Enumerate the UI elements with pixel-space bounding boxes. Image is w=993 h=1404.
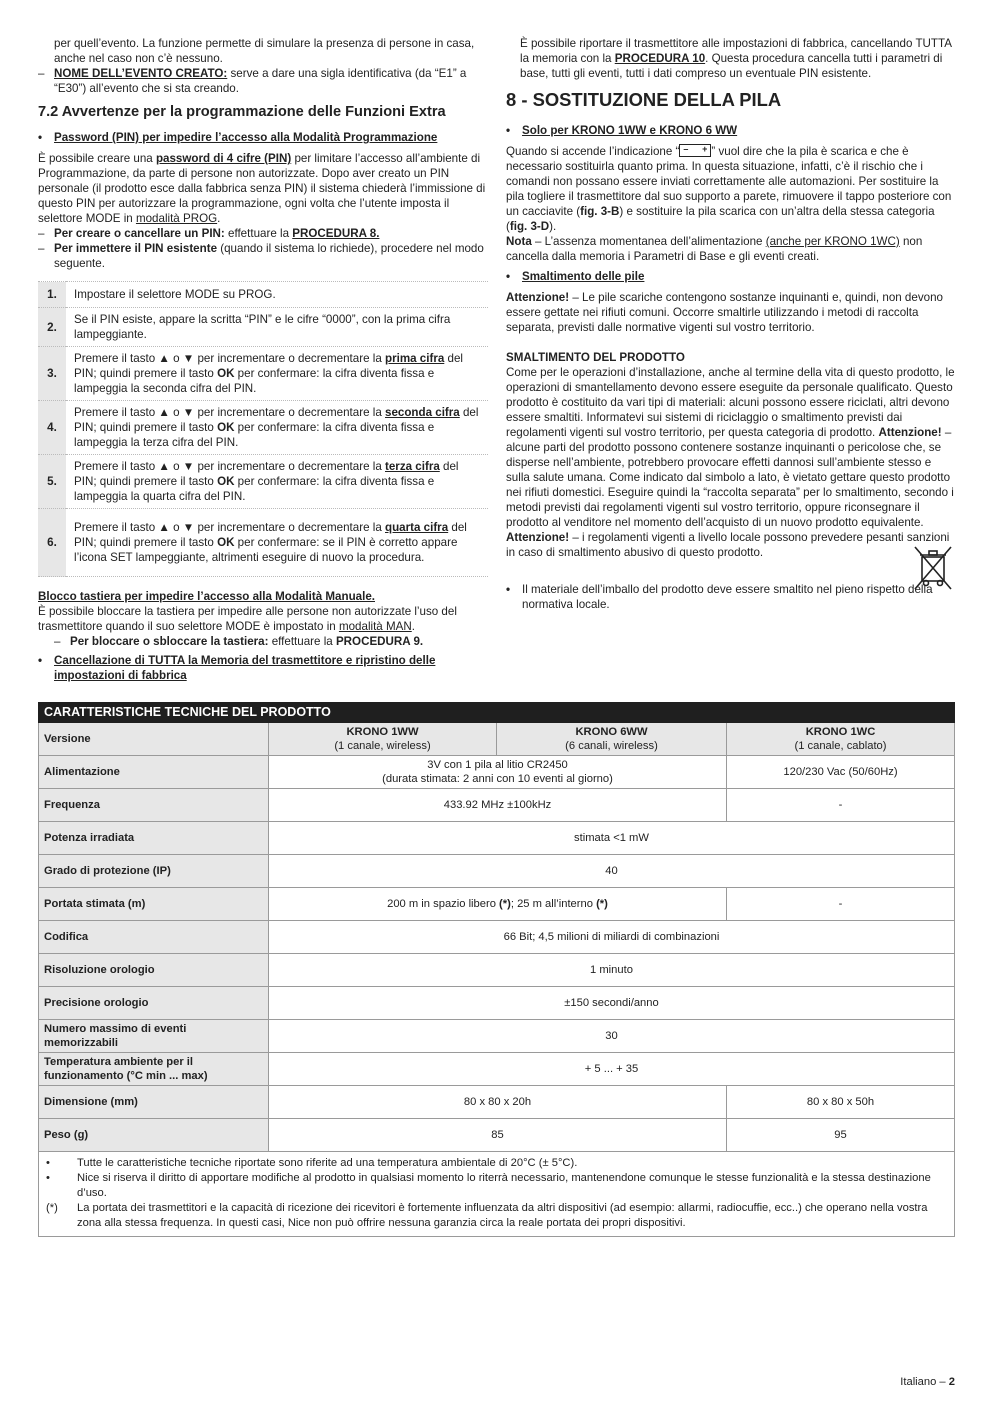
left-column [38,36,488,689]
spec-title-row [39,703,955,723]
nome-evento-item: – NOME DELL’EVENTO CREATO: serve a dare una sigla identificativa (da “E1” a “E30”) all’evento che si sta creando. [38,66,488,96]
spec-row: Peso (g) 85 95 [39,1119,955,1152]
imballo-item: • Il materiale dell’imballo del prodotto deve essere smaltito nel pieno rispetto della normativa locale. [506,582,955,612]
blocco-item: – Per bloccare o sbloccare la tastiera: effettuare la PROCEDURA 9. [54,634,488,649]
smalt-prod-heading: SMALTIMENTO DEL PRODOTTO [506,351,685,364]
footer-language: Italiano – [900,1376,949,1388]
spec-row: Portata stimata (m) 200 m in spazio libero (*); 25 m all’interno (*) - [39,888,955,921]
model-krono-1wc: KRONO 1WC (1 canale, cablato) [727,723,955,756]
blocco-paragraph: È possibile bloccare la tastiera per impedire alle persone non autorizzate l’uso del trasmettitore quando il suo selettore MODE è impostato in modalità MAN. [38,605,457,633]
spec-notes-row [39,1152,955,1237]
solo-heading: • Solo per KRONO 1WW e KRONO 6 WW [506,123,955,138]
step-row: 6. Premere il tasto ▲ o ▼ per incrementare o decrementare la quarta cifra del PIN; quindi premere il tasto OK per confermare: se il PIN è corretto appare l’icona SET lampeggiante, altrimenti eseguire di nuovo la procedura. [38,509,488,577]
intro-continuation: per quell’evento. La funzione permette di simulare la presenza di persone in casa, anche nel caso non c’è nessuno. [54,37,475,65]
spec-row: Alimentazione 3V con 1 pila al litio CR2450 (durata stimata: 2 anni con 10 eventi al giorno) 120/230 Vac (50/60Hz) [39,756,955,789]
nota-paragraph: Nota – L’assenza momentanea dell’alimentazione (anche per KRONO 1WC) non cancella dalla memoria i Parametri di Base e gli eventi creati. [506,235,923,263]
battery-paragraph: Quando si accende l’indicazione “ – + ” vuol dire che la pila è scarica e che è necessario sostituirla quanto prima. In questa situazione, infatti, c’è il rischio che i comandi non possano essere inviati correttamente alle automazioni. Per sostituire la pila togliere il trasmettitore dal suo supporto a parete, rimuovere il tappo posteriore con un cacciavite (fig. 3-B) e sostituire la pila scarica con un’altra della stessa categoria (fig. 3-D). [506,144,952,233]
spec-row: Risoluzione orologio 1 minuto [39,954,955,987]
step-row: 3. Premere il tasto ▲ o ▼ per incrementare o decrementare la prima cifra del PIN; quindi premere il tasto OK per confermare: la cifra diventa fissa e lampeggia la seconda cifra del PIN. [38,347,488,401]
spec-row: Potenza irradiata stimata <1 mW [39,822,955,855]
version-label: Versione [39,723,269,756]
spec-note: • Nice si riserva il diritto di apportare modifiche al prodotto in qualsiasi momento lo riterrà necessario, mantenendone comunque le stesse funzionalità e la stessa destinazione d’uso. [46,1172,931,1199]
step-row: 2. Se il PIN esiste, appare la scritta “PIN” e le cifre “0000”, con la prima cifra lampeggiante. [38,308,488,347]
model-krono-1ww: KRONO 1WW (1 canale, wireless) [269,723,497,756]
spec-row: Numero massimo di eventi memorizzabili 30 [39,1020,955,1053]
spec-row: Temperatura ambiente per il funzionamento (°C min ... max) + 5 ... + 35 [39,1053,955,1086]
pin-paragraph: È possibile creare una password di 4 cifre (PIN) per limitare l’accesso all’ambiente di Programmazione, da parte di persone non autorizzate. Dopo aver creato un PIN personale (il prodotto esce dalla fabbrica senza PIN) il sistema chiederà l’immissione di questo PIN per autorizzare la programmazione, ogni volta che l’utente imposta il selettore MODE in modalità PROG. [38,152,486,225]
smalt-prod-block [506,365,955,560]
pin-enter-item: – Per immettere il PIN esistente (quando il sistema lo richiede), procedere nel modo seguente. [38,241,488,271]
page-footer [900,1375,955,1390]
spec-table [38,702,955,1237]
spec-title: CARATTERISTICHE TECNICHE DEL PRODOTTO [39,703,955,723]
cancel-heading: • Cancellazione di TUTTA la Memoria del trasmettitore e ripristino delle impostazioni di fabbrica [38,653,488,683]
battery-section-title: 8 - SOSTITUZIONE DELLA PILA [506,89,782,110]
smalt-prod-paragraph: Come per le operazioni d’installazione, anche al termine della vita di questo prodotto, le operazioni di smantellamento devono essere eseguite da personale qualificato. Questo prodotto è costituito da vari tipi di materiali: alcuni possono essere riciclati, altri devono essere smaltiti. Informatevi sui sistemi di riciclaggio o smaltimento previsti dai regolamenti vigenti sul vostro territorio, per questa categoria di prodotto. Attenzione! – alcune parti del prodotto possono contenere sostanze inquinanti o pericolose che, se disperse nell’ambiente, potrebbero provocare effetti dannosi sull’ambiente stesso e sulla salute umana. Come indicato dal simbolo a lato, è vietato gettare questo prodotto nei rifiuti domestici. Eseguire quindi la “raccolta separata” per lo smaltimento, secondo i metodi previsti dai regolamenti vigenti sul vostro territorio, oppure riconsegnare il prodotto al venditore nel momento dell’acquisto di un nuovo prodotto equivalente. Attenzione! – i regolamenti vigenti a livello locale possono prevedere pesanti sanzioni in caso di smaltimento abusivo di questo prodotto. [506,366,955,559]
pin-heading: • Password (PIN) per impedire l’accesso alla Modalità Programmazione [38,130,488,145]
step-row: 5. Premere il tasto ▲ o ▼ per incrementare o decrementare la terza cifra del PIN; quindi premere il tasto OK per confermare: la cifra diventa fissa e lampeggia la quarta cifra del PIN. [38,455,488,509]
step-row: 4. Premere il tasto ▲ o ▼ per incrementare o decrementare la seconda cifra del PIN; quindi premere il tasto OK per confermare: la cifra diventa fissa e lampeggia la terza cifra del PIN. [38,401,488,455]
step-row: 1. Impostare il selettore MODE su PROG. [38,282,488,308]
section-title: 7.2 Avvertenze per la programmazione delle Funzioni Extra [38,104,446,120]
spec-note: (*) La portata dei trasmettitori e la capacità di ricezione dei ricevitori è fortemente influenzata da altri dispositivi (ad esempio: allarmi, radiocuffie, ecc..) che operano nella vostra zona alla stessa frequenza. In questi casi, Nice non può offrire nessuna garanzia circa la reale portata dei propri dispositivi. [46,1202,928,1229]
smalt-pile-heading: • Smaltimento delle pile [506,269,955,284]
blocco-heading: Blocco tastiera per impedire l’accesso alla Modalità Manuale. [38,590,375,603]
reset-paragraph: È possibile riportare il trasmettitore alle impostazioni di fabbrica, cancellando TUTTA la memoria con la PROCEDURA 10. Questa procedura cancella tutti i parametri di base, tutti gli eventi, tutti i dati compreso un eventuale PIN esistente. [520,37,952,80]
pin-create-item: – Per creare o cancellare un PIN: effettuare la PROCEDURA 8. [38,226,488,241]
version-row [39,723,955,756]
spec-row: Grado di protezione (IP) 40 [39,855,955,888]
spec-row: Dimensione (mm) 80 x 80 x 20h 80 x 80 x 50h [39,1086,955,1119]
spec-row: Frequenza 433.92 MHz ±100kHz - [39,789,955,822]
spec-row: Precisione orologio ±150 secondi/anno [39,987,955,1020]
spec-row: Codifica 66 Bit; 4,5 milioni di miliardi di combinazioni [39,921,955,954]
att-paragraph: Attenzione! – Le pile scariche contengono sostanze inquinanti e, quindi, non devono essere gettate nei rifiuti comuni. Occorre smaltirle utilizzando i metodi di raccolta separata, previsti dalle normative vigenti sul vostro territorio. [506,291,943,334]
right-column [506,36,955,612]
model-krono-6ww: KRONO 6WW (6 canali, wireless) [497,723,727,756]
spec-note: • Tutte le caratteristiche tecniche riportate sono riferite ad una temperatura ambientale di 20°C (± 5°C). [46,1157,578,1169]
battery-icon: – + [679,144,711,157]
page-number: 2 [948,1376,955,1388]
pin-steps-table [38,281,488,577]
